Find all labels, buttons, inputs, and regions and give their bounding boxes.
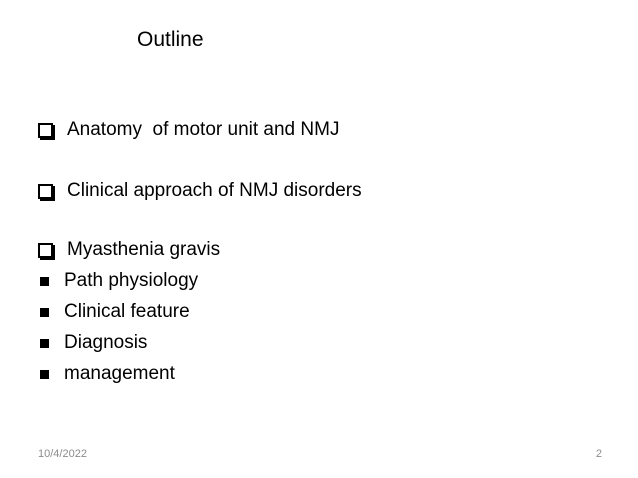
square-bullet-icon xyxy=(40,277,49,286)
footer-page-number: 2 xyxy=(595,448,602,460)
outline-item-text: Anatomy of motor unit and NMJ xyxy=(67,119,340,140)
outline-subitem-clinical-feature xyxy=(38,298,190,326)
outline-item-text: Clinical feature xyxy=(64,301,190,322)
outline-item-text: Clinical approach of NMJ disorders xyxy=(67,180,362,201)
outline-item-anatomy xyxy=(38,116,339,144)
outline-item-text: Path physiology xyxy=(64,270,199,291)
square-bullet-icon xyxy=(40,308,49,317)
checkbox-icon xyxy=(38,243,53,258)
outline-item-myasthenia-gravis xyxy=(38,236,220,264)
outline-subitem-diagnosis xyxy=(38,329,147,357)
outline-subitem-path-physiology xyxy=(38,267,198,295)
footer-date: 10/4/2022 xyxy=(38,448,87,460)
checkbox-icon xyxy=(38,123,53,138)
outline-item-text: Myasthenia gravis xyxy=(67,239,221,260)
checkbox-icon xyxy=(38,184,53,199)
slide-title: Outline xyxy=(137,28,204,51)
outline-item-clinical-approach xyxy=(38,177,362,205)
square-bullet-icon xyxy=(40,339,49,348)
square-bullet-icon xyxy=(40,370,49,379)
outline-item-text: Diagnosis xyxy=(64,332,148,353)
outline-item-text: management xyxy=(64,363,175,384)
outline-subitem-management xyxy=(38,360,175,388)
